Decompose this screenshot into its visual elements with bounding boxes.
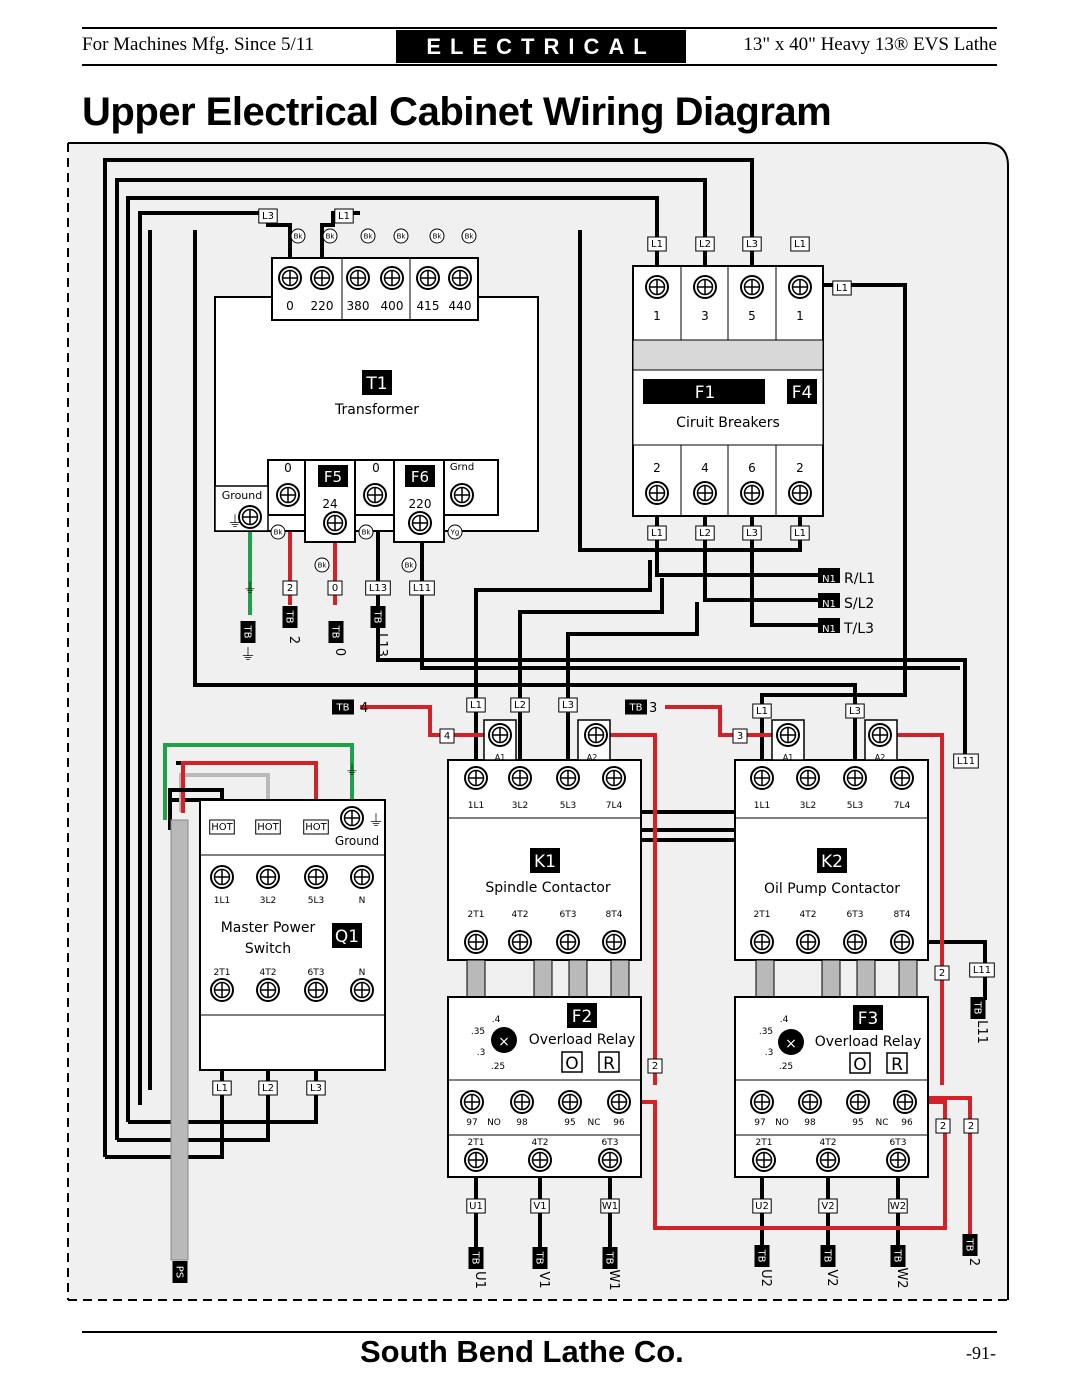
k1-bottom-1: 4T2 bbox=[511, 910, 529, 920]
n1-label-0: R/L1 bbox=[844, 571, 876, 587]
tb-badge-2 bbox=[283, 606, 298, 628]
tap-label-1: 220 bbox=[310, 299, 334, 313]
k2-bottom-1: 4T2 bbox=[799, 910, 817, 920]
tb-badge-l11 bbox=[971, 997, 986, 1019]
q1-top-1: 3L2 bbox=[259, 896, 277, 906]
svg-text:TB: TB bbox=[891, 1249, 903, 1263]
tb-badge-0 bbox=[329, 621, 344, 643]
k1-top-1: 3L2 bbox=[511, 801, 529, 811]
k2-name: Oil Pump Contactor bbox=[763, 881, 901, 897]
f5-id: F5 bbox=[323, 468, 343, 486]
k2-bottom-3: 8T4 bbox=[893, 910, 911, 920]
wire-tag-l11-k2: L11 bbox=[956, 756, 976, 767]
circuit-breakers bbox=[633, 266, 823, 516]
q1-name-1: Master Power bbox=[220, 920, 316, 936]
header-section: ELECTRICAL bbox=[396, 30, 686, 63]
ground-symbol-t1: ⏚ bbox=[227, 512, 244, 531]
f2-contact-0: 97 bbox=[466, 1118, 478, 1128]
k2-out-2: W2 bbox=[889, 1201, 907, 1212]
tb-label-0: 0 bbox=[332, 647, 347, 657]
q1-bottom-0: 2T1 bbox=[213, 968, 231, 978]
q1-out-1: L2 bbox=[262, 1083, 274, 1094]
svg-text:TB: TB bbox=[241, 625, 253, 639]
trans-out-l13: L13 bbox=[368, 583, 388, 594]
bk-sec-3: Bk bbox=[361, 528, 371, 537]
tb-badge-3 bbox=[625, 700, 647, 715]
q1-ground-label: Ground bbox=[334, 834, 380, 848]
f3-dial-0: .4 bbox=[779, 1015, 789, 1025]
svg-text:TB: TB bbox=[329, 625, 341, 639]
tb-label-2-right: 2 bbox=[966, 1257, 981, 1267]
f3-bottom-2: 6T3 bbox=[889, 1138, 907, 1148]
wire-tag-l11-tb: L11 bbox=[972, 965, 992, 976]
tap-label-4: 415 bbox=[416, 299, 440, 313]
q1-hot-2: HOT bbox=[305, 822, 327, 833]
k1-top-3: 7L4 bbox=[605, 801, 623, 811]
f2-bottom-1: 4T2 bbox=[531, 1138, 549, 1148]
sec-label-0a: 0 bbox=[284, 461, 292, 475]
breaker-in-tag-1: L2 bbox=[699, 239, 711, 250]
breaker-l1-side-tag: L1 bbox=[836, 283, 848, 294]
svg-text:TB: TB bbox=[469, 1251, 481, 1265]
t1-name: Transformer bbox=[334, 402, 420, 418]
svg-text:TB: TB bbox=[603, 1251, 615, 1265]
wire-tag-3: 3 bbox=[736, 731, 744, 742]
k1-coil-a2: A2 bbox=[586, 753, 598, 762]
tb-badge-ground bbox=[241, 621, 256, 643]
n1-label-1: S/L2 bbox=[844, 596, 875, 612]
breaker-out-tag-3: L1 bbox=[794, 528, 806, 539]
k1-in-l3: L3 bbox=[562, 700, 574, 711]
breaker-top-num-1: 3 bbox=[701, 309, 709, 323]
f3-dial-3: .25 bbox=[778, 1062, 794, 1072]
k2-top-3: 7L4 bbox=[893, 801, 911, 811]
sec-label-24: 24 bbox=[322, 497, 338, 511]
f2-contact-1: NO bbox=[487, 1118, 501, 1128]
tb-badge-2-right bbox=[963, 1234, 978, 1256]
bk-sec-1: Bk bbox=[273, 528, 283, 537]
svg-text:PS: PS bbox=[173, 1265, 185, 1279]
svg-text:×: × bbox=[498, 1034, 510, 1050]
q1-hot-0: HOT bbox=[211, 822, 233, 833]
svg-text:TB: TB bbox=[963, 1238, 975, 1252]
k2-id: K2 bbox=[821, 852, 843, 872]
tb-badge-k2-1 bbox=[821, 1245, 836, 1267]
overload-relay-f2 bbox=[448, 997, 641, 1177]
k2-in-l3: L3 bbox=[849, 706, 861, 717]
bk-top-5: Bk bbox=[464, 232, 474, 241]
tb-badge-k1-2 bbox=[603, 1247, 618, 1269]
k2-top-1: 3L2 bbox=[799, 801, 817, 811]
svg-text:×: × bbox=[785, 1036, 797, 1052]
tb-badge-k1-1 bbox=[533, 1247, 548, 1269]
f1-id: F1 bbox=[694, 383, 716, 403]
n1-id-1: N1 bbox=[822, 599, 836, 610]
tb-label-k2-0: U2 bbox=[758, 1269, 773, 1287]
k2-out-0: U2 bbox=[755, 1201, 769, 1212]
tb-badge-l13 bbox=[371, 606, 386, 628]
f3-btn-r-label: R bbox=[891, 1055, 903, 1075]
transformer-t1 bbox=[215, 258, 538, 542]
k2-coil-a2: A2 bbox=[874, 753, 886, 762]
k1-top-2: 5L3 bbox=[559, 801, 577, 811]
footer-rule bbox=[82, 1331, 997, 1333]
header-left: For Machines Mfg. Since 5/11 bbox=[82, 34, 315, 55]
q1-bottom-2: 6T3 bbox=[307, 968, 325, 978]
breaker-in-tag-3: L1 bbox=[794, 239, 806, 250]
k1-out-0: U1 bbox=[469, 1201, 483, 1212]
svg-text:TB: TB bbox=[336, 702, 350, 714]
f2-bottom-0: 2T1 bbox=[467, 1138, 485, 1148]
f3-contact-4: NC bbox=[875, 1118, 889, 1128]
q1-top-2: 5L3 bbox=[307, 896, 325, 906]
k1-bottom-3: 8T4 bbox=[605, 910, 623, 920]
svg-text:TB: TB bbox=[283, 610, 295, 624]
f4-id: F4 bbox=[791, 383, 813, 403]
header-right: 13" x 40" Heavy 13® EVS Lathe bbox=[743, 34, 997, 55]
q1-bottom-1: 4T2 bbox=[259, 968, 277, 978]
n1-id-2: N1 bbox=[822, 624, 836, 635]
bk-top-0: Bk bbox=[293, 232, 303, 241]
q1-id: Q1 bbox=[334, 927, 360, 947]
k1-coil-a1: A1 bbox=[494, 753, 506, 762]
ps-badge bbox=[173, 1261, 188, 1283]
ground-symbol-tb2: ⏚ bbox=[239, 645, 257, 664]
ground-symbol-q1: ⏚ bbox=[368, 811, 385, 830]
f2-contact-5: 96 bbox=[613, 1118, 625, 1128]
f3-contact-2: 98 bbox=[804, 1118, 816, 1128]
tb-label-k2-2: W2 bbox=[894, 1267, 909, 1289]
f2-id: F2 bbox=[571, 1007, 593, 1027]
q1-top-0: 1L1 bbox=[213, 896, 231, 906]
master-power-switch-q1 bbox=[200, 800, 385, 1070]
breaker-out-tag-2: L3 bbox=[746, 528, 758, 539]
breaker-top-num-3: 1 bbox=[796, 309, 804, 323]
k2-bottom-0: 2T1 bbox=[753, 910, 771, 920]
tb-label-3: 3 bbox=[649, 701, 658, 716]
trans-out-0: 0 bbox=[331, 583, 339, 594]
sec-label-0b: 0 bbox=[372, 461, 380, 475]
wire-tag-2-f3a: 2 bbox=[939, 1121, 947, 1132]
bk-top-4: Bk bbox=[432, 232, 442, 241]
tb-badge-k2-2 bbox=[891, 1245, 906, 1267]
tb-label-4: 4 bbox=[360, 701, 369, 716]
tb-label-k1-1: V1 bbox=[536, 1271, 551, 1289]
wire-tag-2-f2: 2 bbox=[651, 1061, 659, 1072]
breaker-in-tag-2: L3 bbox=[746, 239, 758, 250]
f3-name: Overload Relay bbox=[814, 1034, 922, 1050]
k2-coil-a1: A1 bbox=[782, 753, 794, 762]
ground-symbol-q1-wire: ⏚ bbox=[345, 763, 359, 779]
k1-name: Spindle Contactor bbox=[485, 880, 611, 896]
q1-top-3: N bbox=[358, 896, 366, 906]
k1-top-0: 1L1 bbox=[467, 801, 485, 811]
k2-bottom-2: 6T3 bbox=[846, 910, 864, 920]
f2-btn-o-label: O bbox=[565, 1054, 579, 1074]
breaker-bottom-num-3: 2 bbox=[796, 461, 804, 475]
tap-label-5: 440 bbox=[448, 299, 472, 313]
f2-btn-r-label: R bbox=[603, 1054, 615, 1074]
f2-contact-2: 98 bbox=[516, 1118, 528, 1128]
page-title: Upper Electrical Cabinet Wiring Diagram bbox=[82, 90, 832, 134]
footer-company: South Bend Lathe Co. bbox=[360, 1334, 684, 1369]
tb-badge-k2-0 bbox=[755, 1245, 770, 1267]
n1-id-0: N1 bbox=[822, 574, 836, 585]
q1-out-2: L3 bbox=[310, 1083, 322, 1094]
yg-sec: Yg bbox=[450, 528, 460, 537]
tap-label-0: 0 bbox=[286, 299, 294, 313]
t1-id: T1 bbox=[366, 374, 388, 394]
svg-text:TB: TB bbox=[971, 1001, 983, 1015]
overload-relay-f3 bbox=[735, 997, 928, 1177]
wire-tag-2-f3b: 2 bbox=[967, 1121, 975, 1132]
f3-contact-1: NO bbox=[775, 1118, 789, 1128]
bk-sec-4: Bk bbox=[404, 561, 414, 570]
k1-bottom-2: 6T3 bbox=[559, 910, 577, 920]
f3-contact-0: 97 bbox=[754, 1118, 766, 1128]
f3-id: F3 bbox=[857, 1009, 879, 1029]
breaker-bottom-num-2: 6 bbox=[748, 461, 756, 475]
power-supply-cable bbox=[171, 820, 188, 1260]
breaker-out-tag-1: L2 bbox=[699, 528, 711, 539]
f2-name: Overload Relay bbox=[528, 1032, 636, 1048]
f3-dial-2: .3 bbox=[764, 1048, 774, 1058]
q1-bottom-3: N bbox=[358, 968, 366, 978]
f2-dial-1: .35 bbox=[470, 1027, 486, 1037]
wire-tag-top-l3: L3 bbox=[262, 211, 274, 222]
ground-label-t1: Ground bbox=[221, 489, 263, 502]
k2-top-2: 5L3 bbox=[846, 801, 864, 811]
f2-dial-0: .4 bbox=[491, 1015, 501, 1025]
sec-label-220: 220 bbox=[408, 497, 432, 511]
k1-out-2: W1 bbox=[601, 1201, 619, 1212]
breaker-bottom-num-0: 2 bbox=[653, 461, 661, 475]
tb-badge-4 bbox=[332, 700, 354, 715]
tb-label-l11: L11 bbox=[974, 1020, 989, 1044]
f2-contact-4: NC bbox=[587, 1118, 601, 1128]
wire-tag-top-l1: L1 bbox=[338, 211, 350, 222]
trans-out-2: 2 bbox=[286, 583, 294, 594]
bk-top-3: Bk bbox=[396, 232, 406, 241]
f3-contact-3: 95 bbox=[852, 1118, 864, 1128]
svg-text:TB: TB bbox=[371, 610, 383, 624]
tb-label-2: 2 bbox=[286, 635, 301, 645]
q1-name-2: Switch bbox=[244, 941, 292, 957]
breakers-name: Ciruit Breakers bbox=[676, 415, 780, 431]
sec-label-grnd: Grnd bbox=[449, 462, 475, 473]
breaker-top-num-2: 5 bbox=[748, 309, 756, 323]
trans-out-l11: L11 bbox=[412, 583, 432, 594]
k1-in-l2: L2 bbox=[514, 700, 526, 711]
tap-label-3: 400 bbox=[380, 299, 404, 313]
f2-dial-3: .25 bbox=[490, 1062, 506, 1072]
wire-tag-2-k2: 2 bbox=[938, 968, 946, 979]
n1-label-2: T/L3 bbox=[844, 621, 874, 637]
tb-label-k2-1: V2 bbox=[824, 1269, 839, 1287]
f3-btn-o-label: O bbox=[853, 1055, 867, 1075]
q1-hot-1: HOT bbox=[257, 822, 279, 833]
f2-contact-3: 95 bbox=[564, 1118, 576, 1128]
tb-label-k1-0: U1 bbox=[472, 1271, 487, 1289]
bk-top-1: Bk bbox=[325, 232, 335, 241]
breaker-out-tag-0: L1 bbox=[651, 528, 663, 539]
q1-out-0: L1 bbox=[216, 1083, 228, 1094]
k2-top-0: 1L1 bbox=[753, 801, 771, 811]
breaker-top-num-0: 1 bbox=[653, 309, 661, 323]
svg-text:TB: TB bbox=[755, 1249, 767, 1263]
wire-tag-4: 4 bbox=[443, 731, 451, 742]
k1-id: K1 bbox=[534, 852, 556, 872]
k1-in-l1: L1 bbox=[470, 700, 482, 711]
breaker-in-tag-0: L1 bbox=[651, 239, 663, 250]
f3-bottom-1: 4T2 bbox=[819, 1138, 837, 1148]
k1-bottom-0: 2T1 bbox=[467, 910, 485, 920]
svg-text:TB: TB bbox=[629, 702, 643, 714]
tb-badge-k1-0 bbox=[469, 1247, 484, 1269]
k1-out-1: V1 bbox=[533, 1201, 547, 1212]
svg-text:TB: TB bbox=[821, 1249, 833, 1263]
svg-text:TB: TB bbox=[533, 1251, 545, 1265]
f6-id: F6 bbox=[410, 468, 430, 486]
tb-label-k1-2: W1 bbox=[606, 1269, 621, 1291]
f3-contact-5: 96 bbox=[901, 1118, 913, 1128]
f3-dial-1: .35 bbox=[758, 1027, 774, 1037]
f2-bottom-2: 6T3 bbox=[601, 1138, 619, 1148]
bk-sec-2: Bk bbox=[317, 561, 327, 570]
tap-label-2: 380 bbox=[346, 299, 370, 313]
tb-label-l13: L13 bbox=[374, 633, 389, 657]
f3-bottom-0: 2T1 bbox=[755, 1138, 773, 1148]
breaker-bottom-num-1: 4 bbox=[701, 461, 709, 475]
f2-dial-2: .3 bbox=[476, 1048, 486, 1058]
k2-in-l1: L1 bbox=[756, 706, 768, 717]
footer-page: -91- bbox=[966, 1343, 996, 1363]
k2-out-1: V2 bbox=[821, 1201, 835, 1212]
ground-symbol-tb: ⏚ bbox=[243, 581, 257, 597]
bk-top-2: Bk bbox=[363, 232, 373, 241]
